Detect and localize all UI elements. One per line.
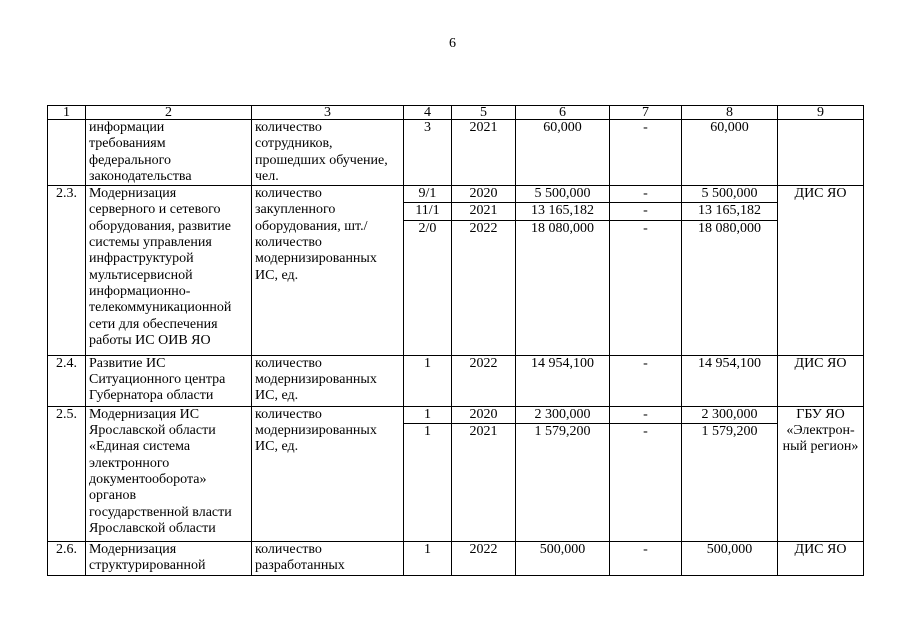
- indicator-name: количество модернизированных ИС, ед.: [252, 355, 404, 406]
- year: 2021: [452, 424, 516, 542]
- col-header: 1: [48, 106, 86, 120]
- amount-regional: 14 954,100: [682, 355, 778, 406]
- indicator-value: 1: [404, 542, 452, 576]
- executor: ДИС ЯО: [778, 542, 864, 576]
- year: 2021: [452, 203, 516, 220]
- indicator-name: количество разработанных: [252, 542, 404, 576]
- amount-regional: 18 080,000: [682, 220, 778, 355]
- year: 2020: [452, 186, 516, 203]
- amount-regional: 1 579,200: [682, 424, 778, 542]
- year: 2022: [452, 220, 516, 355]
- table-row: [48, 355, 864, 406]
- row-number: 2.4.: [48, 355, 86, 406]
- indicator-name: количество модернизированных ИС, ед.: [252, 406, 404, 541]
- amount-federal: -: [610, 542, 682, 576]
- amount-total: 5 500,000: [516, 186, 610, 203]
- table-row: [48, 542, 864, 576]
- measure-name: Модернизация ИС Ярославской области «Единая система электронного документооборота» органов государственной власти Ярославской области: [86, 406, 252, 541]
- amount-regional: 13 165,182: [682, 203, 778, 220]
- indicator-name: количество сотрудников, прошедших обучение, чел.: [252, 120, 404, 186]
- amount-regional: 5 500,000: [682, 186, 778, 203]
- amount-regional: 2 300,000: [682, 406, 778, 423]
- executor: ДИС ЯО: [778, 355, 864, 406]
- indicator-value: 1: [404, 406, 452, 423]
- executor: ГБУ ЯО «Электрон- ный регион»: [778, 406, 864, 541]
- indicator-value: 1: [404, 355, 452, 406]
- table-row: [48, 120, 864, 186]
- indicator-value: 11/1: [404, 203, 452, 220]
- amount-total: 500,000: [516, 542, 610, 576]
- col-header: 4: [404, 106, 452, 120]
- year: 2022: [452, 355, 516, 406]
- program-table: [47, 105, 864, 576]
- row-number: 2.3.: [48, 186, 86, 356]
- amount-total: 14 954,100: [516, 355, 610, 406]
- amount-federal: -: [610, 203, 682, 220]
- amount-total: 2 300,000: [516, 406, 610, 423]
- amount-total: 60,000: [516, 120, 610, 186]
- col-header: 6: [516, 106, 610, 120]
- col-header: 3: [252, 106, 404, 120]
- col-header: 9: [778, 106, 864, 120]
- page-number: 6: [449, 36, 456, 51]
- indicator-value: 9/1: [404, 186, 452, 203]
- row-number: 2.6.: [48, 542, 86, 576]
- row-number: 2.5.: [48, 406, 86, 541]
- amount-regional: 500,000: [682, 542, 778, 576]
- table-row: [48, 406, 864, 423]
- indicator-value: 3: [404, 120, 452, 186]
- indicator-value: 1: [404, 424, 452, 542]
- year: 2020: [452, 406, 516, 423]
- amount-federal: -: [610, 120, 682, 186]
- indicator-value: 2/0: [404, 220, 452, 355]
- amount-total: 1 579,200: [516, 424, 610, 542]
- amount-total: 18 080,000: [516, 220, 610, 355]
- table-row: [48, 186, 864, 203]
- year: 2021: [452, 120, 516, 186]
- col-header: 8: [682, 106, 778, 120]
- amount-total: 13 165,182: [516, 203, 610, 220]
- executor: ДИС ЯО: [778, 186, 864, 356]
- amount-federal: -: [610, 355, 682, 406]
- header-row: [48, 106, 864, 120]
- measure-name: Развитие ИС Ситуационного центра Губернатора области: [86, 355, 252, 406]
- col-header: 2: [86, 106, 252, 120]
- amount-federal: -: [610, 220, 682, 355]
- indicator-name: количество закупленного оборудования, шт./ количество модернизированных ИС, ед.: [252, 186, 404, 356]
- row-number: [48, 120, 86, 186]
- amount-federal: -: [610, 186, 682, 203]
- col-header: 7: [610, 106, 682, 120]
- year: 2022: [452, 542, 516, 576]
- measure-name: Модернизация серверного и сетевого оборудования, развитие системы управления инфраструктурой мультисервисной информационно- телекоммуникационной сети для обеспечения работы ИС ОИВ ЯО: [86, 186, 252, 356]
- amount-federal: -: [610, 406, 682, 423]
- amount-federal: -: [610, 424, 682, 542]
- measure-name: информации требованиям федерального законодательства: [86, 120, 252, 186]
- executor: [778, 120, 864, 186]
- col-header: 5: [452, 106, 516, 120]
- amount-regional: 60,000: [682, 120, 778, 186]
- measure-name: Модернизация структурированной: [86, 542, 252, 576]
